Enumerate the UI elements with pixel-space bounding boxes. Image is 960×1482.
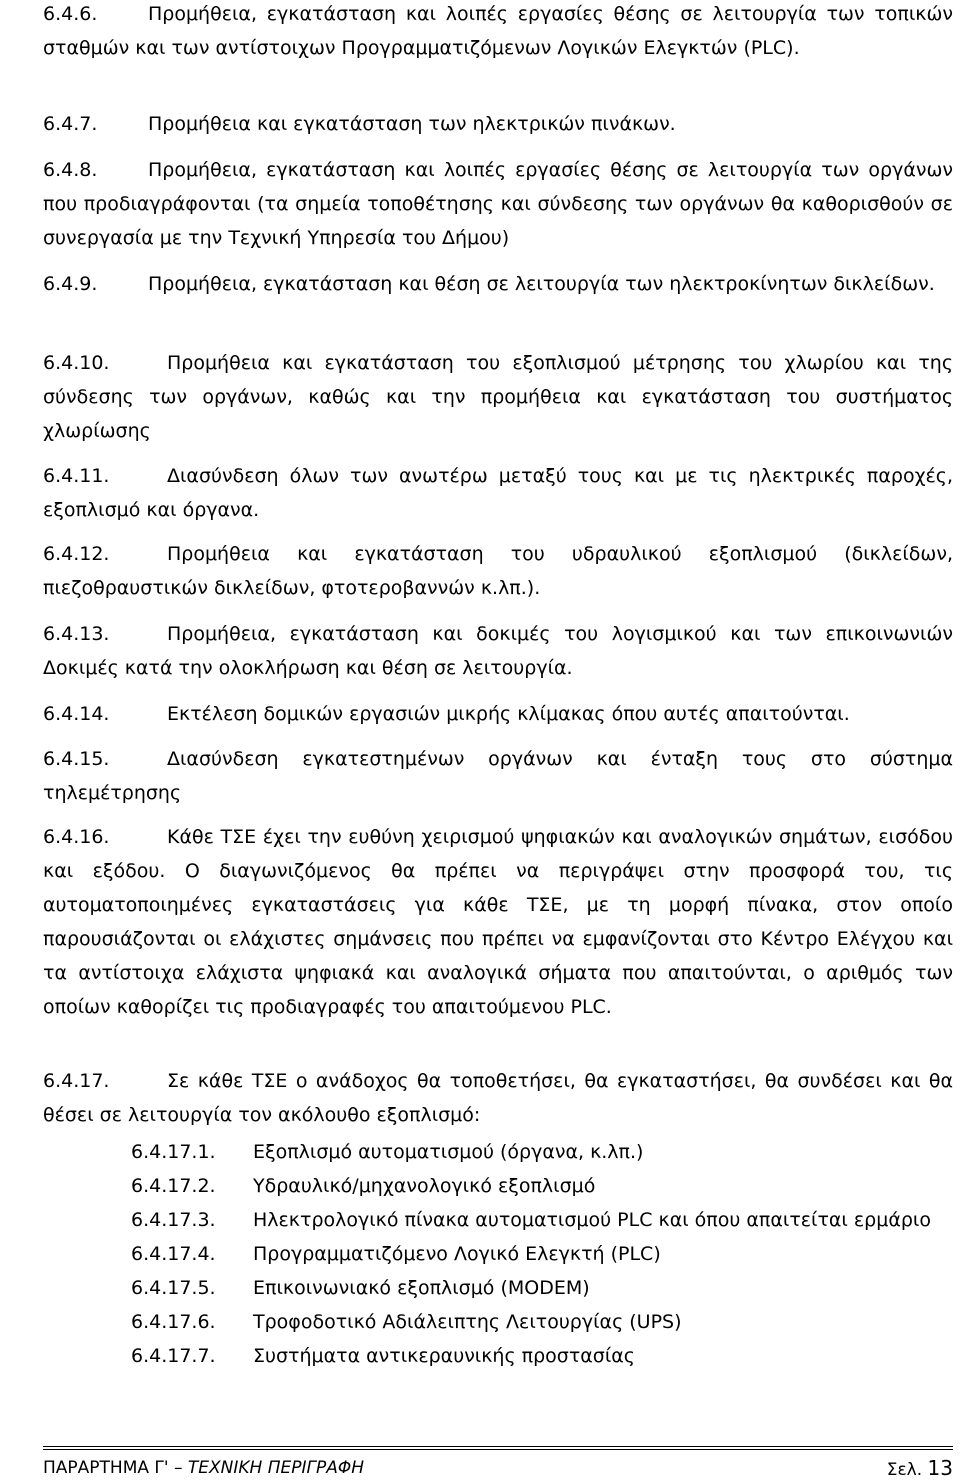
sub-item-text: Επικοινωνιακό εξοπλισμό (MODEM): [253, 1277, 590, 1299]
item-text: Προμήθεια και εγκατάσταση του υδραυλικού εξοπλισμού (δικλείδων, πιεζοθραυστικών δικλείδων, φτοτεροβαννών κ.λπ.).: [43, 543, 953, 599]
sub-item-text: Προγραμματιζόμενο Λογικό Ελεγκτή (PLC): [253, 1243, 661, 1265]
sub-item-text: Ηλεκτρολογικό πίνακα αυτοματισμού PLC και όπου απαιτείται ερμάριο: [253, 1209, 931, 1231]
item-6-4-11: [43, 459, 953, 527]
sub-item-6-4-17-3: [131, 1203, 953, 1237]
sub-item-number: 6.4.17.2.: [131, 1175, 216, 1197]
sub-item-6-4-17-7: [131, 1339, 953, 1373]
item-number: 6.4.8.: [43, 159, 98, 181]
item-6-4-8: [43, 153, 953, 255]
item-6-4-15: [43, 742, 953, 810]
sub-item-6-4-17-5: [131, 1271, 953, 1305]
item-6-4-12: [43, 537, 953, 605]
item-number: 6.4.11.: [43, 465, 110, 487]
footer-rule-bottom: [43, 1449, 953, 1450]
item-text: Προμήθεια και εγκατάσταση του εξοπλισμού μέτρησης του χλωρίου και της σύνδεσης των οργάνων, καθώς και την προμήθεια και εγκατάσταση του συστήματος χλωρίωσης: [43, 352, 953, 442]
item-number: 6.4.15.: [43, 748, 110, 770]
item-number: 6.4.9.: [43, 273, 98, 295]
sub-item-number: 6.4.17.6.: [131, 1311, 216, 1333]
item-number: 6.4.10.: [43, 352, 110, 374]
item-text: Προμήθεια, εγκατάσταση και λοιπές εργασίες θέσης σε λειτουργία των τοπικών σταθμών και των αντίστοιχων Προγραμματιζόμενων Λογικών Ελεγκτών (PLC).: [43, 3, 953, 59]
item-6-4-14: [43, 697, 953, 731]
footer-page-label: Σελ.: [886, 1460, 923, 1480]
item-6-4-13: [43, 617, 953, 685]
sub-item-number: 6.4.17.1.: [131, 1141, 216, 1163]
item-text: Προμήθεια, εγκατάσταση και δοκιμές του λογισμικού και των επικοινωνιών Δοκιμές κατά την ολοκλήρωση και θέση σε λειτουργία.: [43, 623, 953, 679]
sub-item-6-4-17-4: [131, 1237, 953, 1271]
item-text: Διασύνδεση όλων των ανωτέρω μεταξύ τους και με τις ηλεκτρικές παροχές, εξοπλισμό και όργανα.: [43, 465, 953, 521]
equipment-sublist: [131, 1135, 953, 1373]
item-6-4-6: [43, 0, 953, 65]
sub-item-text: Συστήματα αντικεραυνικής προστασίας: [253, 1345, 635, 1367]
sub-item-number: 6.4.17.5.: [131, 1277, 216, 1299]
item-number: 6.4.6.: [43, 3, 98, 25]
item-6-4-16: [43, 820, 953, 1024]
item-text: Σε κάθε ΤΣΕ ο ανάδοχος θα τοποθετήσει, θα εγκαταστήσει, θα συνδέσει και θα θέσει σε λειτουργία τον ακόλουθο εξοπλισμό:: [43, 1070, 953, 1126]
item-number: 6.4.7.: [43, 113, 98, 135]
item-number: 6.4.13.: [43, 623, 110, 645]
sub-item-text: Υδραυλικό/μηχανολογικό εξοπλισμό: [253, 1175, 596, 1197]
footer-title: [43, 1456, 364, 1480]
item-6-4-17: [43, 1064, 953, 1132]
sub-item-number: 6.4.17.7.: [131, 1345, 216, 1367]
footer-page: [887, 1456, 953, 1482]
footer-dash: –: [173, 1458, 183, 1478]
item-text: Προμήθεια, εγκατάσταση και λοιπές εργασίες θέσης σε λειτουργία των οργάνων που προδιαγράφονται (τα σημεία τοποθέτησης και σύνδεσης των οργάνων θα καθορισθούν σε συνεργασία με την Τεχνική Υπηρεσία του Δήμου): [43, 159, 953, 249]
item-number: 6.4.17.: [43, 1070, 110, 1092]
item-text: Διασύνδεση εγκατεστημένων οργάνων και ένταξη τους στο σύστημα τηλεμέτρησης: [43, 748, 953, 804]
sub-item-6-4-17-6: [131, 1305, 953, 1339]
sub-item-6-4-17-1: [131, 1135, 953, 1169]
sub-item-number: 6.4.17.3.: [131, 1209, 216, 1231]
item-number: 6.4.12.: [43, 543, 110, 565]
sub-item-number: 6.4.17.4.: [131, 1243, 216, 1265]
item-6-4-7: [43, 107, 953, 141]
item-number: 6.4.16.: [43, 826, 110, 848]
item-6-4-9: [43, 267, 953, 301]
sub-item-text: Τροφοδοτικό Αδιάλειπτης Λειτουργίας (UPS): [253, 1311, 682, 1333]
sub-item-6-4-17-2: [131, 1169, 953, 1203]
footer-section-title: ΤΕΧΝΙΚΗ ΠΕΡΙΓΡΑΦΗ: [187, 1458, 365, 1478]
item-text: Εκτέλεση δομικών εργασιών μικρής κλίμακας όπου αυτές απαιτούνται.: [167, 703, 850, 725]
item-text: Κάθε ΤΣΕ έχει την ευθύνη χειρισμού ψηφιακών και αναλογικών σημάτων, εισόδου και εξόδου. Ο διαγωνιζόμενος θα πρέπει να περιγράψει στην προσφορά του, τις αυτοματοποιημένες εγκαταστάσεις για κάθε ΤΣΕ, με τη μορφή πίνακα, στον οποίο παρουσιάζονται οι ελάχιστες σημάνσεις που πρέπει να εμφανίζονται στο Κέντρο Ελέγχου και τα αντίστοιχα ελάχιστα ψηφιακά και αναλογικά σήματα που απαιτούνται, ο αριθμός των οποίων καθορίζει τις προδιαγραφές του απαιτούμενου PLC.: [43, 826, 953, 1018]
footer-appendix: ΠΑΡΑΡΤΗΜΑ Γ': [43, 1458, 169, 1478]
footer-rule-top: [43, 1446, 953, 1447]
item-text: Προμήθεια και εγκατάσταση των ηλεκτρικών πινάκων.: [148, 113, 676, 135]
item-6-4-10: [43, 346, 953, 448]
sub-item-text: Εξοπλισμό αυτοματισμού (όργανα, κ.λπ.): [253, 1141, 644, 1163]
item-text: Προμήθεια, εγκατάσταση και θέση σε λειτουργία των ηλεκτροκίνητων δικλείδων.: [148, 273, 935, 295]
item-number: 6.4.14.: [43, 703, 110, 725]
footer-page-number: 13: [927, 1456, 953, 1480]
